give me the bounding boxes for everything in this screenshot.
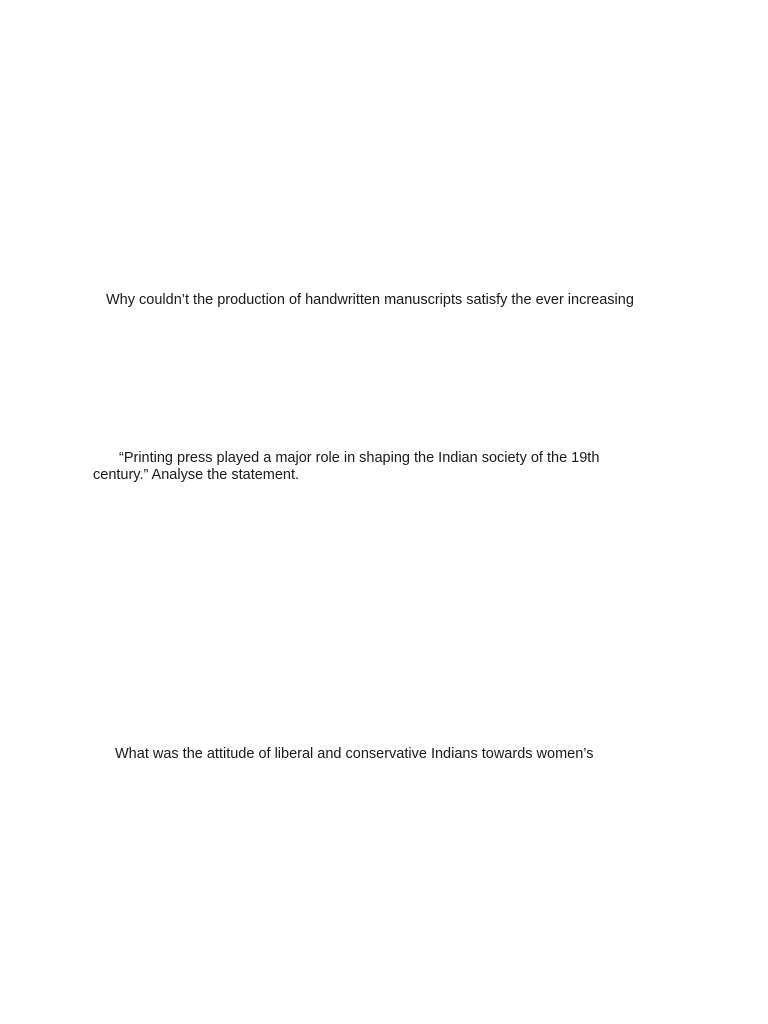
question-2-text-line-2: century.” Analyse the statement. <box>93 467 300 483</box>
question-2-text-line-1: “Printing press played a major role in shaping the Indian society of the 19th <box>119 450 600 466</box>
question-1-text: Why couldn’t the production of handwritten manuscripts satisfy the ever increasing <box>106 292 634 308</box>
question-3-text: What was the attitude of liberal and conservative Indians towards women’s <box>115 746 594 762</box>
